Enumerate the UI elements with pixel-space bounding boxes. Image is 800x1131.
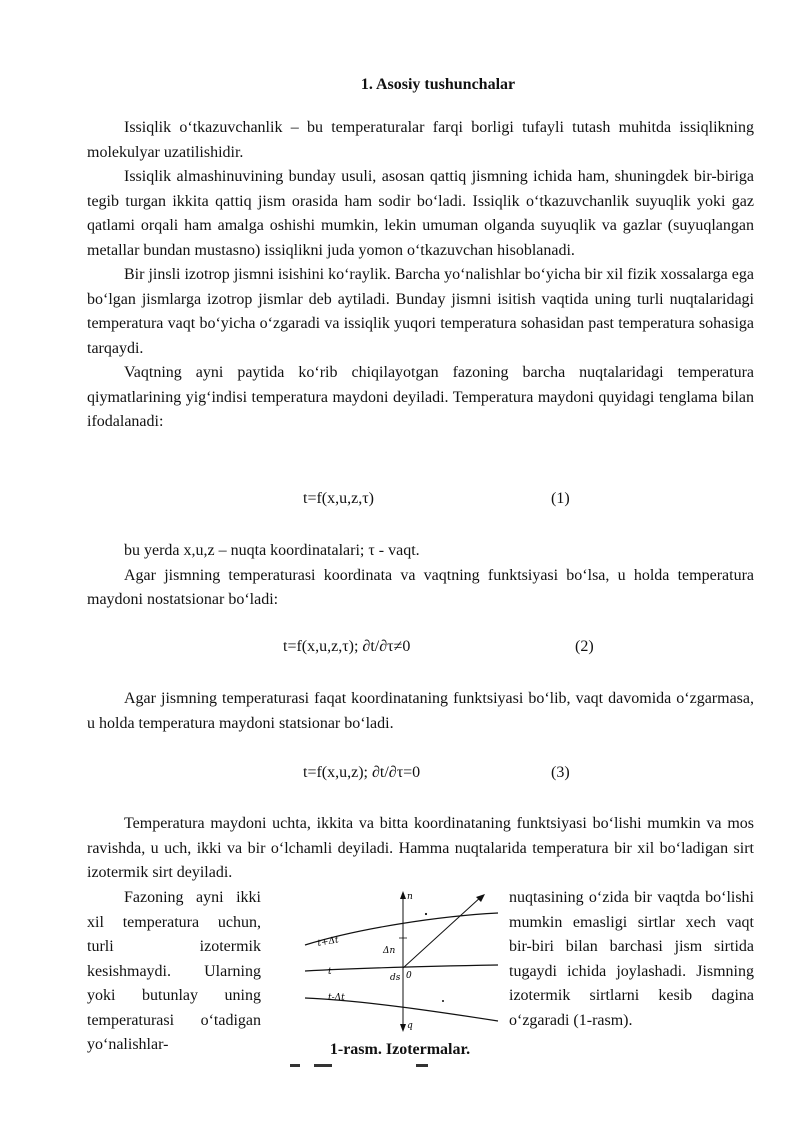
label-ds: ds <box>390 973 401 983</box>
label-q: q <box>407 1021 413 1031</box>
equation-2-number: (2) <box>575 638 594 655</box>
paragraph-temperature-field: Vaqtning ayni paytida ko‘rib chiqilayotgan fazoning barcha nuqtalaridagi temperatura qiymatlarining yig‘indisi temperatura maydoni deyiladi. Temperatura maydoni quyidagi tenglama bilan ifodalanadi: <box>87 364 754 430</box>
label-t-minus: t-Δt <box>328 993 345 1003</box>
left-column-paragraph: Fazoning ayni ikki xil temperatura uchun, turli izotermik kesishmaydi. Ularning yoki butunlay uning temperaturasi o‘tadigan yo‘nalishlar- <box>87 889 261 1053</box>
heat-flux-arrowhead <box>400 1024 406 1032</box>
equation-3-number: (3) <box>551 764 570 781</box>
paragraph-heat-exchange: Issiqlik almashinuvining bunday usuli, asosan qattiq jismning ichida ham, shuningdek bir-biriga tegib turgan ikkita qattiq jism orasida ham sodir bo‘ladi. Issiqlik o‘tkazuvchanlik suyuqlik yoki gaz qatlami orqali ham amalga oshishi mumkin, lekin umuman olganda suyuqlik va gazlar (suyuqlangan metallar bundan mustasno) issiqlikni juda yomon o‘tkazuvchan hisoblanadi. <box>87 168 754 259</box>
left-column-text <box>87 886 261 1058</box>
intro-paragraphs <box>87 116 754 435</box>
paragraph-stationary: Agar jismning temperaturasi faqat koordinataning funktsiyasi bo‘lib, vaqt davomida o‘zgarmasa, u holda temperatura maydoni statsionar bo‘ladi. <box>87 690 754 732</box>
right-column-paragraph: nuqtasining o‘zida bir vaqtda bo‘lishi mumkin emasligi sirtlar xech vaqt bir-biri bilan barchasi jism sirtida tugaydi ichida joylashadi. Jismning izotermik sirtlarni kesib dagina o‘zgaradi (1-rasm). <box>509 889 754 1029</box>
diagonal-line <box>403 896 482 968</box>
cut-off-line-fragment <box>290 1064 480 1070</box>
label-o: 0 <box>406 971 412 981</box>
paragraph-group-2 <box>87 539 754 613</box>
paragraph-where: bu yerda x,u,z – nuqta koordinatalari; τ - vaqt. <box>124 542 420 559</box>
right-column-text <box>509 886 754 1033</box>
figure-caption: 1-rasm. Izotermalar. <box>329 1041 471 1058</box>
paragraph-isothermal: Temperatura maydoni uchta, ikkita va bitta koordinataning funktsiyasi bo‘lishi mumkin va mos ravishda, u uch, ikki va bir o‘lchamli deyiladi. Hamma nuqtalarida temperatura bir xil bo‘ladigan sirt izotermik sirt deyiladi. <box>87 815 754 881</box>
paragraph-definition: Issiqlik o‘tkazuvchanlik – bu temperaturalar farqi borligi tufayli tutash muhitda issiqlikning molekulyar uzatilishidir. <box>87 119 754 161</box>
point-mark-upper <box>425 913 427 915</box>
equation-2: t=f(x,u,z,τ); ∂t/∂τ≠0 <box>283 638 411 655</box>
paragraph-isotropic: Bir jinsli izotrop jismni isishini ko‘raylik. Barcha yo‘nalishlar bo‘yicha bir xil fizik xossalarga ega bo‘lgan jismlarga izotrop jismlar deb aytiladi. Bunday jismni isitish vaqtida uning turli nuqtalaridagi temperatura vaqt bo‘yicha o‘zgaradi va issiqlik yuqori temperatura sohasidan past temperatura sohasiga tarqaydi. <box>87 266 754 357</box>
label-n: n <box>407 892 413 902</box>
paragraph-group-4 <box>87 812 754 886</box>
section-title: 1. Asosiy tushunchalar <box>360 76 516 93</box>
normal-arrowhead <box>400 891 406 899</box>
paragraph-group-3 <box>87 687 754 736</box>
equation-1-number: (1) <box>551 490 570 507</box>
isotherm-figure <box>300 888 500 1038</box>
point-mark-lower <box>442 1000 444 1002</box>
equation-3: t=f(x,u,z); ∂t/∂τ=0 <box>303 764 421 781</box>
isotherm-t-curve <box>305 965 498 971</box>
label-t: t <box>328 967 332 977</box>
label-t-plus: t+Δt <box>316 935 340 949</box>
equation-1: t=f(x,u,z,τ) <box>303 490 374 507</box>
paragraph-nonstationary: Agar jismning temperaturasi koordinata va vaqtning funktsiyasi bo‘lsa, u holda temperatura maydoni nostatsionar bo‘ladi: <box>87 566 754 608</box>
label-dn: Δn <box>383 946 396 956</box>
isotherm-diagram <box>300 888 500 1038</box>
